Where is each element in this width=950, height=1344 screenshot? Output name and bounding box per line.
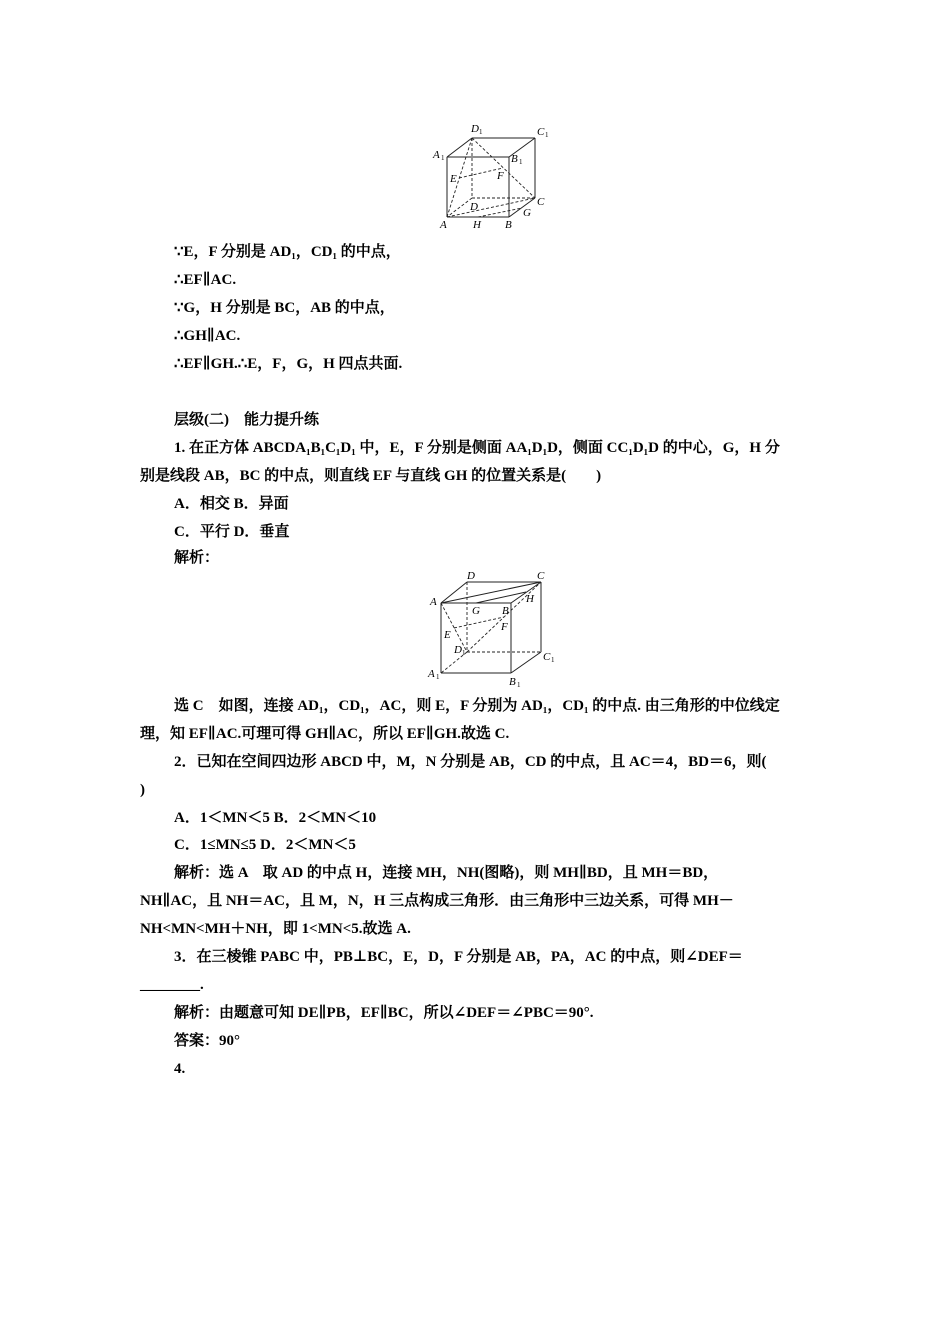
svg-text:1: 1 [436,673,440,681]
svg-text:1: 1 [479,128,483,136]
proof-line-3: ∵G，H 分别是 BC，AB 的中点， [174,300,395,316]
q1-stem-line-1: 1. 在正方体 ABCDA₁B₁C₁D₁ 中，E，F 分别是侧面 AA₁D₁D，侧面 CC₁D₁D 的中心，G，H 分 [174,440,780,456]
label-C1: C [537,126,545,138]
label-G: G [472,605,480,617]
label-C: C [537,196,545,208]
q1-answer-line-2: 理，知 EF∥AC.可理可得 GH∥AC，所以 EF∥GH.故选 C. [140,726,510,742]
label-H: H [473,219,481,231]
section-title: 层级(二) 能力提升练 [174,412,319,428]
label-F: F [497,170,504,182]
label-C1: C [543,651,551,663]
label-A1: A [433,149,440,161]
label-D: D [467,570,475,582]
cube-figure-1 [425,120,560,235]
svg-text:1: 1 [519,158,523,166]
label-G: G [523,207,531,219]
label-E: E [444,629,451,641]
q2-analysis-line-1: 解析：选 A 取 AD 的中点 H，连接 MH，NH(图略)，则 MH∥BD，且 MH＝BD， [174,865,719,881]
q2-analysis-line-3: NH<MN<MH＋NH，即 1<MN<5.故选 A. [140,921,411,937]
proof-line-5: ∴EF∥GH.∴E，F，G，H 四点共面. [174,356,403,372]
cube-figure-2 [425,570,560,690]
label-A1: A [428,668,435,680]
label-D: D [470,201,478,213]
svg-text:1: 1 [441,154,445,162]
q2-options-ab: A．1＜MN＜5 B．2＜MN＜10 [174,810,377,826]
svg-text:1: 1 [545,131,549,139]
q2-analysis-line-2: NH∥AC，且 NH＝AC，且 M，N，H 三点构成三角形．由三角形中三边关系，可得 MH－ [140,893,734,909]
label-E: E [450,173,457,185]
proof-line-4: ∴GH∥AC. [174,328,241,344]
q2-options-cd: C．1≤MN≤5 D．2＜MN＜5 [174,837,356,853]
label-B1: B [511,153,518,165]
label-A: A [430,596,437,608]
label-D1: D [454,644,462,656]
q3-analysis: 解析：由题意可知 DE∥PB，EF∥BC，所以∠DEF＝∠PBC＝90°. [174,1005,594,1021]
svg-text:1: 1 [517,681,521,689]
proof-line-1: ∵E，F 分别是 AD₁，CD₁ 的中点， [174,244,401,260]
q4-label: 4. [174,1061,186,1077]
svg-text:1: 1 [462,649,466,657]
proof-line-2: ∴EF∥AC. [174,272,237,288]
q3-stem-line-1: 3．在三棱锥 PABC 中，PB⊥BC，E，D，F 分别是 AB，PA，AC 的中点，则∠DEF＝ [174,949,743,965]
label-C: C [537,570,545,582]
q1-answer-line-1: 选 C 如图，连接 AD₁，CD₁，AC，则 E，F 分别为 AD₁，CD₁ 的中点. 由三角形的中位线定 [174,698,780,714]
q2-stem-line-2: ) [140,782,145,798]
q3-answer: 答案：90° [174,1033,240,1049]
label-D1: D [471,123,479,135]
label-F: F [501,621,508,633]
q3-stem-line-2: ________. [140,977,204,993]
label-A: A [440,219,447,231]
q2-stem-line-1: 2．已知在空间四边形 ABCD 中，M，N 分别是 AB，CD 的中点，且 AC＝4，BD＝6，则( [174,754,767,770]
label-B1: B [509,676,516,688]
label-H: H [526,593,534,605]
q1-analysis-label: 解析： [174,550,220,566]
q1-options-ab: A．相交 B．异面 [174,496,289,512]
svg-text:1: 1 [551,656,555,664]
q1-stem-line-2: 别是线段 AB，BC 的中点，则直线 EF 与直线 GH 的位置关系是( ) [140,468,602,484]
label-B: B [502,605,509,617]
q1-options-cd: C．平行 D．垂直 [174,524,290,540]
label-B: B [505,219,512,231]
